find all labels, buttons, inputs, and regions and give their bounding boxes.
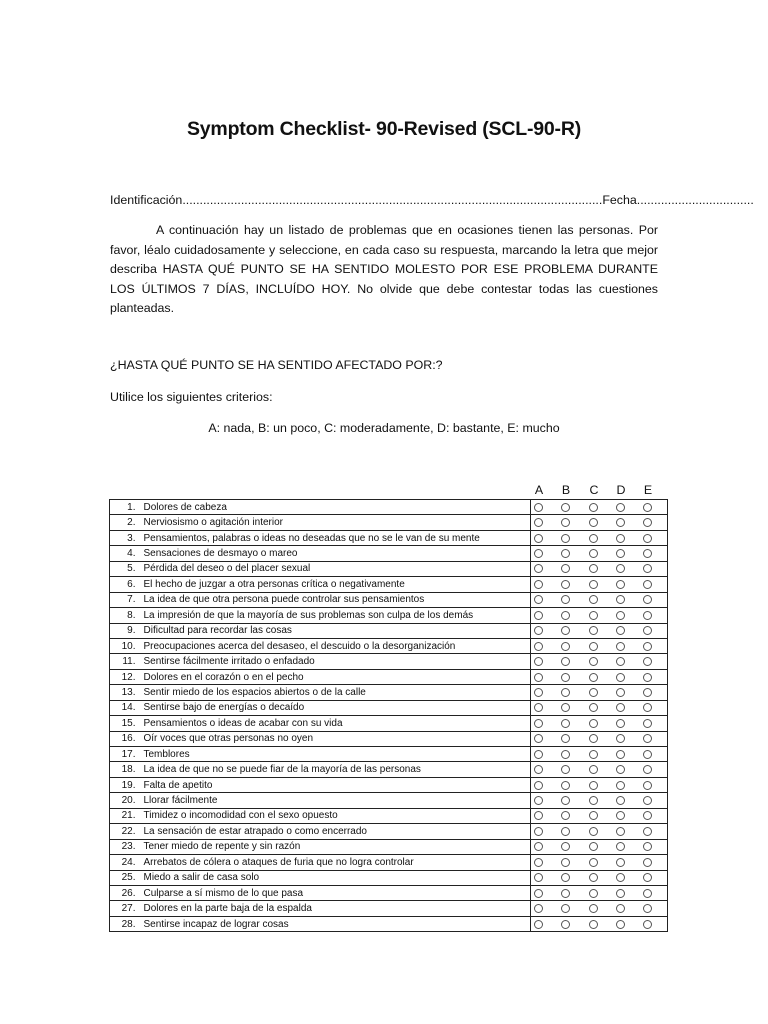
criteria-scale: A: nada, B: un poco, C: moderadamente, D: bastante, E: mucho (208, 421, 560, 435)
radio-option-e[interactable] (643, 673, 652, 682)
column-header-b: B (561, 483, 571, 497)
radio-option-b[interactable] (561, 750, 570, 759)
radio-option-a[interactable] (534, 827, 543, 836)
table-row (110, 546, 668, 561)
table-row (110, 515, 668, 530)
answer-options (531, 870, 668, 885)
identification-field[interactable]: .......................................................................................................................... (182, 193, 603, 207)
radio-option-e[interactable] (643, 734, 652, 743)
radio-option-a[interactable] (534, 673, 543, 682)
answer-options (531, 855, 668, 870)
radio-option-e[interactable] (643, 781, 652, 790)
radio-option-d[interactable] (616, 734, 625, 743)
radio-option-a[interactable] (534, 920, 543, 929)
radio-option-a[interactable] (534, 796, 543, 805)
radio-option-b[interactable] (561, 626, 570, 635)
radio-option-b[interactable] (561, 858, 570, 867)
radio-option-a[interactable] (534, 564, 543, 573)
radio-option-a[interactable] (534, 703, 543, 712)
item-text: Dificultad para recordar las cosas (140, 623, 531, 638)
item-text: Preocupaciones acerca del desaseo, el descuido o la desorganización (140, 638, 531, 653)
radio-option-a[interactable] (534, 657, 543, 666)
radio-option-a[interactable] (534, 904, 543, 913)
item-number: 6. (110, 577, 140, 592)
radio-option-d[interactable] (616, 750, 625, 759)
answer-options (531, 500, 668, 515)
item-text: La idea de que otra persona puede controlar sus pensamientos (140, 592, 531, 607)
table-row (110, 747, 668, 762)
radio-option-a[interactable] (534, 750, 543, 759)
radio-option-c[interactable] (589, 626, 598, 635)
table-row (110, 669, 668, 684)
radio-option-a[interactable] (534, 811, 543, 820)
table-row (110, 608, 668, 623)
item-number: 19. (110, 777, 140, 792)
radio-option-d[interactable] (616, 564, 625, 573)
radio-option-a[interactable] (534, 858, 543, 867)
table-row (110, 839, 668, 854)
radio-option-c[interactable] (589, 703, 598, 712)
item-text: Temblores (140, 747, 531, 762)
radio-option-e[interactable] (643, 904, 652, 913)
page-title: Symptom Checklist- 90-Revised (SCL-90-R) (186, 118, 582, 140)
item-text: La sensación de estar atrapado o como encerrado (140, 824, 531, 839)
answer-options (531, 638, 668, 653)
answer-options (531, 824, 668, 839)
radio-option-d[interactable] (616, 611, 625, 620)
item-text: Dolores en la parte baja de la espalda (140, 901, 531, 916)
radio-option-d[interactable] (616, 842, 625, 851)
radio-option-c[interactable] (589, 595, 598, 604)
answer-options (531, 561, 668, 576)
radio-option-b[interactable] (561, 503, 570, 512)
item-text: Sentir miedo de los espacios abiertos o de la calle (140, 685, 531, 700)
radio-option-a[interactable] (534, 534, 543, 543)
radio-option-c[interactable] (589, 796, 598, 805)
radio-option-c[interactable] (589, 765, 598, 774)
answer-options (531, 885, 668, 900)
table-row (110, 777, 668, 792)
item-number: 23. (110, 839, 140, 854)
table-row (110, 638, 668, 653)
item-number: 8. (110, 608, 140, 623)
table-row (110, 500, 668, 515)
radio-option-d[interactable] (616, 873, 625, 882)
radio-option-d[interactable] (616, 673, 625, 682)
table-row (110, 916, 668, 931)
radio-option-b[interactable] (561, 811, 570, 820)
radio-option-e[interactable] (643, 549, 652, 558)
item-text: Nerviosismo o agitación interior (140, 515, 531, 530)
item-text: El hecho de juzgar a otra personas crítica o negativamente (140, 577, 531, 592)
table-row (110, 885, 668, 900)
item-number: 9. (110, 623, 140, 638)
item-text: Dolores en el corazón o en el pecho (140, 669, 531, 684)
radio-option-b[interactable] (561, 595, 570, 604)
item-text: Pensamientos, palabras o ideas no deseadas que no se le van de su mente (140, 530, 531, 545)
radio-option-d[interactable] (616, 858, 625, 867)
item-text: Falta de apetito (140, 777, 531, 792)
answer-options (531, 530, 668, 545)
radio-option-c[interactable] (589, 688, 598, 697)
table-row (110, 530, 668, 545)
radio-option-e[interactable] (643, 564, 652, 573)
radio-option-c[interactable] (589, 564, 598, 573)
answer-options (531, 592, 668, 607)
radio-option-d[interactable] (616, 781, 625, 790)
table-row (110, 592, 668, 607)
radio-option-d[interactable] (616, 811, 625, 820)
item-text: Sentirse fácilmente irritado o enfadado (140, 654, 531, 669)
radio-option-b[interactable] (561, 642, 570, 651)
answer-options (531, 839, 668, 854)
radio-option-b[interactable] (561, 734, 570, 743)
table-row (110, 623, 668, 638)
radio-option-e[interactable] (643, 796, 652, 805)
item-number: 17. (110, 747, 140, 762)
radio-option-c[interactable] (589, 842, 598, 851)
column-header-c: C (589, 483, 599, 497)
item-number: 12. (110, 669, 140, 684)
radio-option-c[interactable] (589, 734, 598, 743)
radio-option-c[interactable] (589, 719, 598, 728)
radio-option-d[interactable] (616, 904, 625, 913)
radio-option-a[interactable] (534, 719, 543, 728)
item-text: Llorar fácilmente (140, 793, 531, 808)
item-number: 2. (110, 515, 140, 530)
item-number: 3. (110, 530, 140, 545)
item-number: 18. (110, 762, 140, 777)
table-row (110, 870, 668, 885)
answer-options (531, 623, 668, 638)
date-field[interactable]: .................................. (636, 193, 754, 207)
table-row (110, 700, 668, 715)
radio-option-c[interactable] (589, 611, 598, 620)
item-number: 22. (110, 824, 140, 839)
item-number: 26. (110, 885, 140, 900)
table-row (110, 855, 668, 870)
radio-option-c[interactable] (589, 858, 598, 867)
item-text: Miedo a salir de casa solo (140, 870, 531, 885)
question-heading: ¿HASTA QUÉ PUNTO SE HA SENTIDO AFECTADO POR:? (110, 358, 443, 372)
radio-option-e[interactable] (643, 842, 652, 851)
radio-option-e[interactable] (643, 626, 652, 635)
radio-option-b[interactable] (561, 611, 570, 620)
radio-option-e[interactable] (643, 858, 652, 867)
radio-option-b[interactable] (561, 703, 570, 712)
radio-option-b[interactable] (561, 719, 570, 728)
answer-options (531, 731, 668, 746)
item-number: 7. (110, 592, 140, 607)
identification-label: Identificación (110, 193, 183, 207)
radio-option-c[interactable] (589, 873, 598, 882)
radio-option-a[interactable] (534, 580, 543, 589)
radio-option-a[interactable] (534, 518, 543, 527)
radio-option-c[interactable] (589, 673, 598, 682)
radio-option-c[interactable] (589, 781, 598, 790)
radio-option-b[interactable] (561, 580, 570, 589)
radio-option-b[interactable] (561, 796, 570, 805)
answer-options (531, 777, 668, 792)
radio-option-c[interactable] (589, 904, 598, 913)
answer-options (531, 546, 668, 561)
answer-options (531, 808, 668, 823)
date-label: Fecha (602, 193, 637, 207)
radio-option-b[interactable] (561, 827, 570, 836)
radio-option-e[interactable] (643, 873, 652, 882)
radio-option-b[interactable] (561, 688, 570, 697)
radio-option-d[interactable] (616, 642, 625, 651)
item-number: 15. (110, 716, 140, 731)
answer-options (531, 762, 668, 777)
radio-option-b[interactable] (561, 889, 570, 898)
radio-option-e[interactable] (643, 703, 652, 712)
radio-option-d[interactable] (616, 688, 625, 697)
radio-option-a[interactable] (534, 781, 543, 790)
radio-option-c[interactable] (589, 889, 598, 898)
radio-option-a[interactable] (534, 873, 543, 882)
item-number: 27. (110, 901, 140, 916)
answer-options (531, 685, 668, 700)
radio-option-c[interactable] (589, 503, 598, 512)
table-row (110, 808, 668, 823)
radio-option-b[interactable] (561, 549, 570, 558)
radio-option-b[interactable] (561, 534, 570, 543)
item-text: Sentirse bajo de energías o decaído (140, 700, 531, 715)
item-text: Culparse a sí mismo de lo que pasa (140, 885, 531, 900)
item-number: 4. (110, 546, 140, 561)
answer-options (531, 747, 668, 762)
table-row (110, 685, 668, 700)
item-text: Dolores de cabeza (140, 500, 531, 515)
answer-options (531, 608, 668, 623)
radio-option-a[interactable] (534, 765, 543, 774)
radio-option-c[interactable] (589, 827, 598, 836)
radio-option-b[interactable] (561, 657, 570, 666)
column-header-a: A (534, 483, 544, 497)
table-row (110, 716, 668, 731)
radio-option-a[interactable] (534, 626, 543, 635)
answer-options (531, 793, 668, 808)
radio-option-e[interactable] (643, 642, 652, 651)
radio-option-d[interactable] (616, 657, 625, 666)
radio-option-b[interactable] (561, 564, 570, 573)
table-row (110, 561, 668, 576)
radio-option-e[interactable] (643, 811, 652, 820)
answer-options (531, 901, 668, 916)
item-number: 14. (110, 700, 140, 715)
item-number: 20. (110, 793, 140, 808)
item-text: Oír voces que otras personas no oyen (140, 731, 531, 746)
item-number: 21. (110, 808, 140, 823)
radio-option-c[interactable] (589, 750, 598, 759)
item-number: 25. (110, 870, 140, 885)
table-row (110, 901, 668, 916)
radio-option-d[interactable] (616, 503, 625, 512)
column-header-e: E (643, 483, 653, 497)
radio-option-b[interactable] (561, 781, 570, 790)
item-text: Sensaciones de desmayo o mareo (140, 546, 531, 561)
radio-option-e[interactable] (643, 657, 652, 666)
radio-option-b[interactable] (561, 920, 570, 929)
table-row (110, 731, 668, 746)
answer-options (531, 916, 668, 931)
radio-option-e[interactable] (643, 518, 652, 527)
item-text: Arrebatos de cólera o ataques de furia que no logra controlar (140, 855, 531, 870)
item-text: Pensamientos o ideas de acabar con su vida (140, 716, 531, 731)
radio-option-b[interactable] (561, 842, 570, 851)
radio-option-b[interactable] (561, 673, 570, 682)
radio-option-d[interactable] (616, 920, 625, 929)
radio-option-d[interactable] (616, 580, 625, 589)
item-text: Tener miedo de repente y sin razón (140, 839, 531, 854)
radio-option-e[interactable] (643, 719, 652, 728)
radio-option-c[interactable] (589, 580, 598, 589)
answer-options (531, 577, 668, 592)
radio-option-b[interactable] (561, 518, 570, 527)
radio-option-d[interactable] (616, 703, 625, 712)
radio-option-a[interactable] (534, 642, 543, 651)
radio-option-a[interactable] (534, 688, 543, 697)
radio-option-a[interactable] (534, 549, 543, 558)
table-row (110, 762, 668, 777)
radio-option-c[interactable] (589, 811, 598, 820)
answer-options (531, 716, 668, 731)
radio-option-e[interactable] (643, 534, 652, 543)
column-headers (0, 483, 768, 499)
item-number: 10. (110, 638, 140, 653)
radio-option-c[interactable] (589, 920, 598, 929)
radio-option-d[interactable] (616, 889, 625, 898)
item-number: 11. (110, 654, 140, 669)
table-row (110, 654, 668, 669)
radio-option-e[interactable] (643, 580, 652, 589)
instructions-text: A continuación hay un listado de problemas que en ocasiones tienen las personas. Por favor, léalo cuidadosamente y seleccione, en cada caso su respuesta, marcando la letra que mejor describa HASTA QUÉ PUNTO SE HA SENTIDO MOLESTO POR ESE PROBLEMA DURANTE LOS ÚLTIMOS 7 DÍAS, INCLUÍDO HOY. No olvide que debe contestar todas las cuestiones planteadas. (110, 223, 658, 316)
radio-option-d[interactable] (616, 518, 625, 527)
radio-option-d[interactable] (616, 765, 625, 774)
radio-option-a[interactable] (534, 503, 543, 512)
table-row (110, 793, 668, 808)
instructions-paragraph (110, 221, 658, 319)
radio-option-d[interactable] (616, 626, 625, 635)
radio-option-c[interactable] (589, 534, 598, 543)
identification-line (110, 193, 754, 207)
item-number: 1. (110, 500, 140, 515)
radio-option-e[interactable] (643, 889, 652, 898)
radio-option-e[interactable] (643, 503, 652, 512)
answer-options (531, 669, 668, 684)
criteria-label: Utilice los siguientes criterios: (110, 390, 273, 404)
radio-option-c[interactable] (589, 518, 598, 527)
radio-option-b[interactable] (561, 904, 570, 913)
radio-option-b[interactable] (561, 873, 570, 882)
item-text: Sentirse incapaz de lograr cosas (140, 916, 531, 931)
item-number: 24. (110, 855, 140, 870)
item-text: Pérdida del deseo o del placer sexual (140, 561, 531, 576)
item-text: La idea de que no se puede fiar de la mayoría de las personas (140, 762, 531, 777)
answer-options (531, 515, 668, 530)
radio-option-b[interactable] (561, 765, 570, 774)
radio-option-d[interactable] (616, 534, 625, 543)
answer-options (531, 700, 668, 715)
item-number: 13. (110, 685, 140, 700)
radio-option-e[interactable] (643, 765, 652, 774)
radio-option-a[interactable] (534, 595, 543, 604)
radio-option-a[interactable] (534, 889, 543, 898)
radio-option-e[interactable] (643, 595, 652, 604)
radio-option-d[interactable] (616, 719, 625, 728)
radio-option-a[interactable] (534, 734, 543, 743)
table-row (110, 824, 668, 839)
item-number: 28. (110, 916, 140, 931)
radio-option-e[interactable] (643, 611, 652, 620)
item-text: Timidez o incomodidad con el sexo opuesto (140, 808, 531, 823)
radio-option-e[interactable] (643, 827, 652, 836)
radio-option-c[interactable] (589, 549, 598, 558)
radio-option-a[interactable] (534, 611, 543, 620)
item-text: La impresión de que la mayoría de sus problemas son culpa de los demás (140, 608, 531, 623)
radio-option-c[interactable] (589, 642, 598, 651)
checklist-table (109, 499, 668, 932)
answer-options (531, 654, 668, 669)
radio-option-e[interactable] (643, 750, 652, 759)
radio-option-d[interactable] (616, 595, 625, 604)
radio-option-d[interactable] (616, 796, 625, 805)
radio-option-e[interactable] (643, 920, 652, 929)
radio-option-a[interactable] (534, 842, 543, 851)
radio-option-d[interactable] (616, 827, 625, 836)
item-number: 16. (110, 731, 140, 746)
table-row (110, 577, 668, 592)
column-header-d: D (616, 483, 626, 497)
radio-option-c[interactable] (589, 657, 598, 666)
radio-option-d[interactable] (616, 549, 625, 558)
item-number: 5. (110, 561, 140, 576)
radio-option-e[interactable] (643, 688, 652, 697)
